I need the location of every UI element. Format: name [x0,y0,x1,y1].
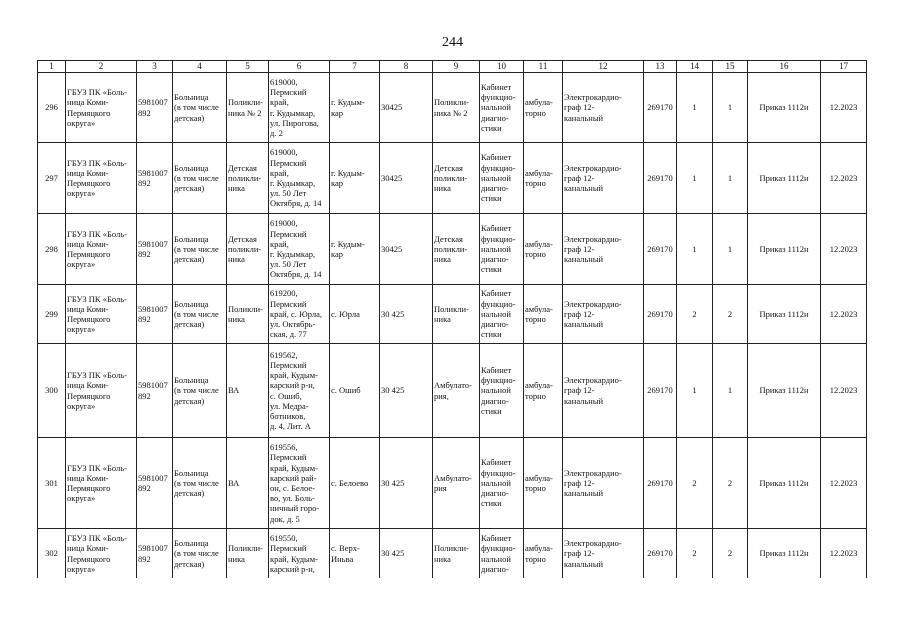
column-header: 14 [677,61,713,73]
page-number: 244 [442,35,463,50]
equipment-cell: Электрокардио- граф 12- канальный [563,214,644,285]
header-row [38,61,867,73]
place-cell: Амбулато- рия, [433,344,480,438]
date-cell: 12.2023 [821,143,867,214]
inn-cell: 5981007 892 [137,143,173,214]
room-cell: Кабинет функцио- нальной диагно- стики [480,214,524,285]
column-header: 13 [644,61,677,73]
facility-type: Больница (в том числе детская) [173,214,227,285]
place-cell: Поликли- ника [433,529,480,579]
condition-cell: амбула- торно [524,285,563,344]
column-header: 6 [269,61,330,73]
place-cell: Поликли- ника [433,285,480,344]
organization-name: ГБУЗ ПК «Боль- ница Коми- Пермяцкого округа» [66,73,137,143]
organization-name: ГБУЗ ПК «Боль- ница Коми- Пермяцкого округа» [66,529,137,579]
organization-name: ГБУЗ ПК «Боль- ница Коми- Пермяцкого округа» [66,344,137,438]
place-cell: Поликли- ника № 2 [433,73,480,143]
inn-cell: 5981007 892 [137,344,173,438]
order-cell: Приказ 1112н [748,438,821,529]
equipment-code: 269170 [644,285,677,344]
oktmo-cell: 30425 [380,73,433,143]
order-cell: Приказ 1112н [748,214,821,285]
order-cell: Приказ 1112н [748,73,821,143]
oktmo-cell: 30 425 [380,285,433,344]
condition-cell: амбула- торно [524,73,563,143]
quantity-total: 1 [713,214,748,285]
quantity-total: 1 [713,73,748,143]
condition-cell: амбула- торно [524,214,563,285]
locality-cell: г. Кудым- кар [330,143,380,214]
address-cell: 619562, Пермский край, Кудым- карский р-н, с. Ошиб, ул. Медра- ботников, д. 4, Лит. А [269,344,330,438]
row-number: 302 [38,529,66,579]
equipment-code: 269170 [644,143,677,214]
address-cell: 619556, Пермский край, Кудым- карский рай- он, с. Белое- во, ул. Боль- ничный горо- док, д. 5 [269,438,330,529]
oktmo-cell: 30425 [380,214,433,285]
oktmo-cell: 30 425 [380,344,433,438]
place-cell: Детская поликли- ника [433,214,480,285]
column-header: 15 [713,61,748,73]
column-header: 8 [380,61,433,73]
inn-cell: 5981007 892 [137,73,173,143]
organization-name: ГБУЗ ПК «Боль- ница Коми- Пермяцкого округа» [66,438,137,529]
condition-cell: амбула- торно [524,438,563,529]
place-cell: Амбулато- рия [433,438,480,529]
row-number: 299 [38,285,66,344]
address-cell: 619200, Пермский край, с. Юрла, ул. Октябрь- ская, д. 77 [269,285,330,344]
address-cell: 619550, Пермский край, Кудым- карский р-н, [269,529,330,579]
inn-cell: 5981007 892 [137,438,173,529]
room-cell: Кабинет функцио- нальной диагно- стики [480,344,524,438]
oktmo-cell: 30425 [380,143,433,214]
table-row [38,344,867,438]
inn-cell: 5981007 892 [137,214,173,285]
order-cell: Приказ 1112н [748,529,821,579]
place-cell: Детская поликли- ника [433,143,480,214]
quantity-total: 2 [713,438,748,529]
equipment-code: 269170 [644,529,677,579]
equipment-cell: Электрокардио- граф 12- канальный [563,344,644,438]
equipment-cell: Электрокардио- граф 12- канальный [563,529,644,579]
column-header: 3 [137,61,173,73]
column-header: 7 [330,61,380,73]
oktmo-cell: 30 425 [380,529,433,579]
equipment-code: 269170 [644,438,677,529]
quantity-needed: 2 [677,438,713,529]
facility-type: Больница (в том числе детская) [173,529,227,579]
locality-cell: г. Кудым- кар [330,214,380,285]
column-header: 2 [66,61,137,73]
row-number: 298 [38,214,66,285]
equipment-cell: Электрокардио- граф 12- канальный [563,73,644,143]
equipment-code: 269170 [644,344,677,438]
equipment-code: 269170 [644,214,677,285]
inn-cell: 5981007 892 [137,529,173,579]
column-header: 11 [524,61,563,73]
column-header: 9 [433,61,480,73]
quantity-total: 2 [713,529,748,579]
organization-name: ГБУЗ ПК «Боль- ница Коми- Пермяцкого округа» [66,143,137,214]
order-cell: Приказ 1112н [748,285,821,344]
unit-name: ВА [227,438,269,529]
date-cell: 12.2023 [821,529,867,579]
date-cell: 12.2023 [821,285,867,344]
oktmo-cell: 30 425 [380,438,433,529]
table-row [38,285,867,344]
address-cell: 619000, Пермский край, г. Кудымкар, ул. Пирогова, д. 2 [269,73,330,143]
table-row [38,214,867,285]
date-cell: 12.2023 [821,344,867,438]
quantity-total: 1 [713,143,748,214]
quantity-needed: 2 [677,285,713,344]
room-cell: Кабинет функцио- нальной диагно- стики [480,73,524,143]
column-header: 5 [227,61,269,73]
quantity-needed: 1 [677,73,713,143]
table-row [38,73,867,143]
inn-cell: 5981007 892 [137,285,173,344]
unit-name: Детская поликли- ника [227,143,269,214]
locality-cell: с. Верх- Иньва [330,529,380,579]
quantity-needed: 2 [677,529,713,579]
facility-type: Больница (в том числе детская) [173,438,227,529]
locality-cell: г. Кудым- кар [330,73,380,143]
equipment-cell: Электрокардио- граф 12- канальный [563,285,644,344]
room-cell: Кабинет функцио- нальной диагно- стики [480,285,524,344]
address-cell: 619000, Пермский край, г. Кудымкар, ул. 50 Лет Октября, д. 14 [269,143,330,214]
quantity-total: 1 [713,344,748,438]
equipment-table [37,60,867,579]
table-row [38,529,867,579]
facility-type: Больница (в том числе детская) [173,73,227,143]
facility-type: Больница (в том числе детская) [173,344,227,438]
room-cell: Кабинет функцио- нальной диагно- стики [480,143,524,214]
equipment-code: 269170 [644,73,677,143]
table-row [38,438,867,529]
date-cell: 12.2023 [821,73,867,143]
unit-name: Поликли- ника [227,285,269,344]
unit-name: Поликли- ника [227,529,269,579]
column-header: 16 [748,61,821,73]
column-header: 12 [563,61,644,73]
locality-cell: с. Ошиб [330,344,380,438]
row-number: 297 [38,143,66,214]
facility-type: Больница (в том числе детская) [173,285,227,344]
quantity-total: 2 [713,285,748,344]
facility-type: Больница (в том числе детская) [173,143,227,214]
row-number: 300 [38,344,66,438]
order-cell: Приказ 1112н [748,344,821,438]
locality-cell: с. Белоево [330,438,380,529]
unit-name: ВА [227,344,269,438]
date-cell: 12.2023 [821,438,867,529]
address-cell: 619000, Пермский край, г. Кудымкар, ул. 50 Лет Октября, д. 14 [269,214,330,285]
date-cell: 12.2023 [821,214,867,285]
column-header: 17 [821,61,867,73]
row-number: 296 [38,73,66,143]
organization-name: ГБУЗ ПК «Боль- ница Коми- Пермяцкого округа» [66,285,137,344]
table-row [38,143,867,214]
unit-name: Детская поликли- ника [227,214,269,285]
room-cell: Кабинет функцио- нальной диагно- стики [480,438,524,529]
page-bottom-margin [0,578,905,640]
equipment-cell: Электрокардио- граф 12- канальный [563,438,644,529]
condition-cell: амбула- торно [524,344,563,438]
unit-name: Поликли- ника № 2 [227,73,269,143]
condition-cell: амбула- торно [524,529,563,579]
row-number: 301 [38,438,66,529]
condition-cell: амбула- торно [524,143,563,214]
organization-name: ГБУЗ ПК «Боль- ница Коми- Пермяцкого округа» [66,214,137,285]
equipment-cell: Электрокардио- граф 12- канальный [563,143,644,214]
locality-cell: с. Юрла [330,285,380,344]
column-header: 1 [38,61,66,73]
quantity-needed: 1 [677,143,713,214]
column-header: 10 [480,61,524,73]
order-cell: Приказ 1112н [748,143,821,214]
room-cell: Кабинет функцио- нальной диагно- [480,529,524,579]
quantity-needed: 1 [677,214,713,285]
quantity-needed: 1 [677,344,713,438]
column-header: 4 [173,61,227,73]
